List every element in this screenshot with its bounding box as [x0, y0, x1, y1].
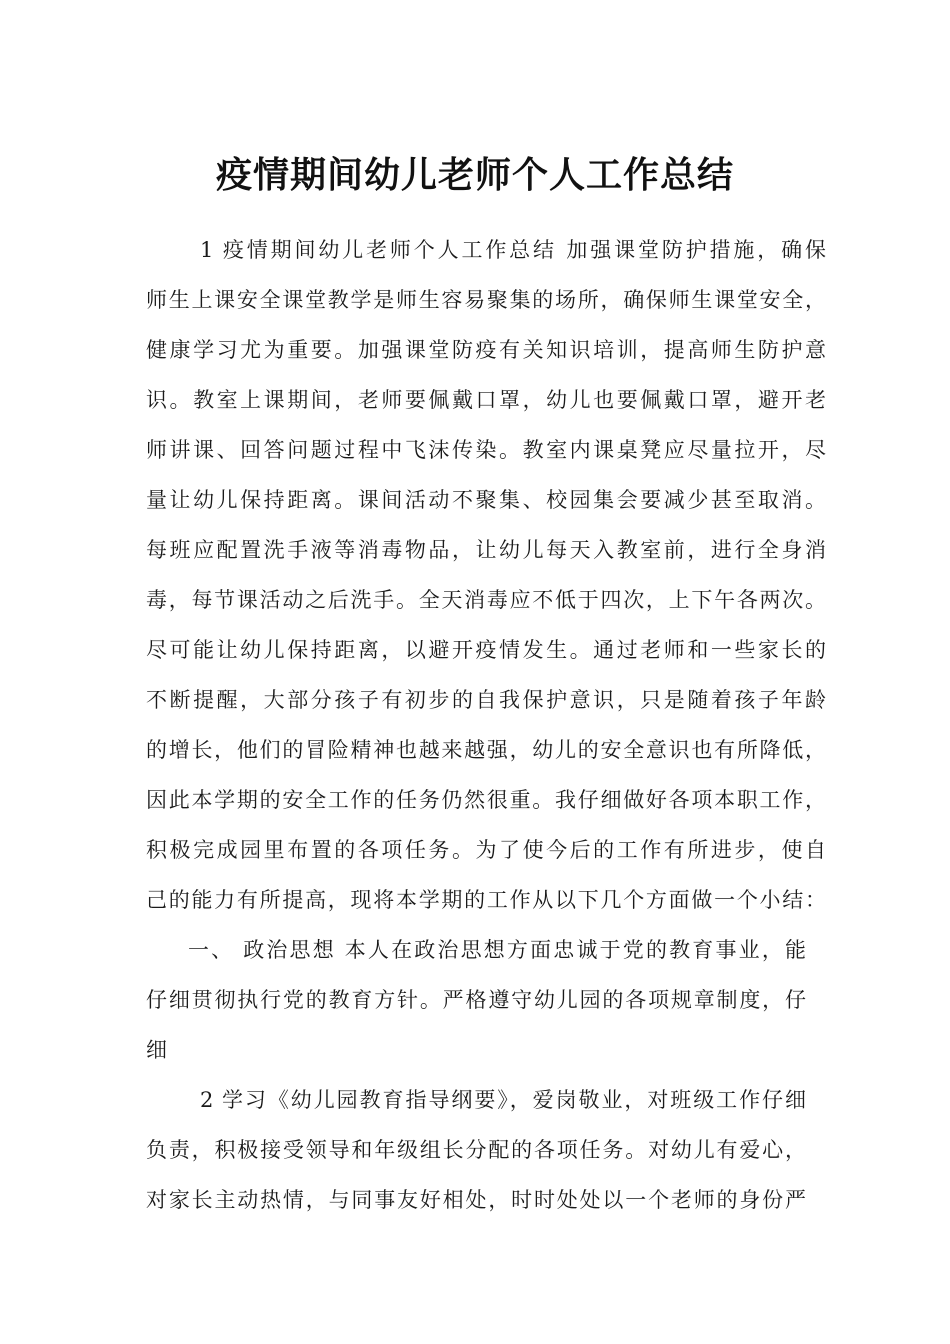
body-line: 1 疫情期间幼儿老师个人工作总结 加强课堂防护措施，确保 — [200, 238, 826, 262]
body-line: 细 — [146, 1038, 167, 1062]
body-line: 健康学习尤为重要。加强课堂防疫有关知识培训，提高师生防护意 — [146, 338, 826, 362]
body-line: 尽可能让幼儿保持距离，以避开疫情发生。通过老师和一些家长的 — [146, 638, 826, 662]
body-line: 师讲课、回答问题过程中飞沫传染。教室内课桌凳应尽量拉开，尽 — [146, 438, 826, 462]
body-line: 对家长主动热情，与同事友好相处，时时处处以一个老师的身份严 — [146, 1188, 806, 1212]
body-line: 因此本学期的安全工作的任务仍然很重。我仔细做好各项本职工作， — [146, 788, 826, 812]
body-line: 的增长，他们的冒险精神也越来越强，幼儿的安全意识也有所降低， — [146, 738, 826, 762]
body-line: 每班应配置洗手液等消毒物品，让幼儿每天入教室前，进行全身消 — [146, 538, 826, 562]
body-line: 不断提醒，大部分孩子有初步的自我保护意识，只是随着孩子年龄 — [146, 688, 826, 712]
section-heading-line: 一、 政治思想 本人在政治思想方面忠诚于党的教育事业，能 — [188, 938, 806, 962]
body-line: 仔细贯彻执行党的教育方针。严格遵守幼儿园的各项规章制度，仔 — [146, 988, 806, 1012]
body-line: 识。教室上课期间，老师要佩戴口罩，幼儿也要佩戴口罩，避开老 — [146, 388, 826, 412]
body-line: 积极完成园里布置的各项任务。为了使今后的工作有所进步，使自 — [146, 838, 826, 862]
body-line: 负责，积极接受领导和年级组长分配的各项任务。对幼儿有爱心， — [146, 1138, 806, 1162]
body-line: 师生上课安全课堂教学是师生容易聚集的场所，确保师生课堂安全， — [146, 288, 826, 312]
body-line: 己的能力有所提高，现将本学期的工作从以下几个方面做一个小结： — [146, 888, 826, 912]
body-line: 毒，每节课活动之后洗手。全天消毒应不低于四次，上下午各两次。 — [146, 588, 826, 612]
document-title: 疫情期间幼儿老师个人工作总结 — [215, 155, 734, 197]
body-line: 量让幼儿保持距离。课间活动不聚集、校园集会要减少甚至取消。 — [146, 488, 826, 512]
body-line: 2 学习《幼儿园教育指导纲要》，爱岗敬业，对班级工作仔细 — [200, 1088, 806, 1112]
